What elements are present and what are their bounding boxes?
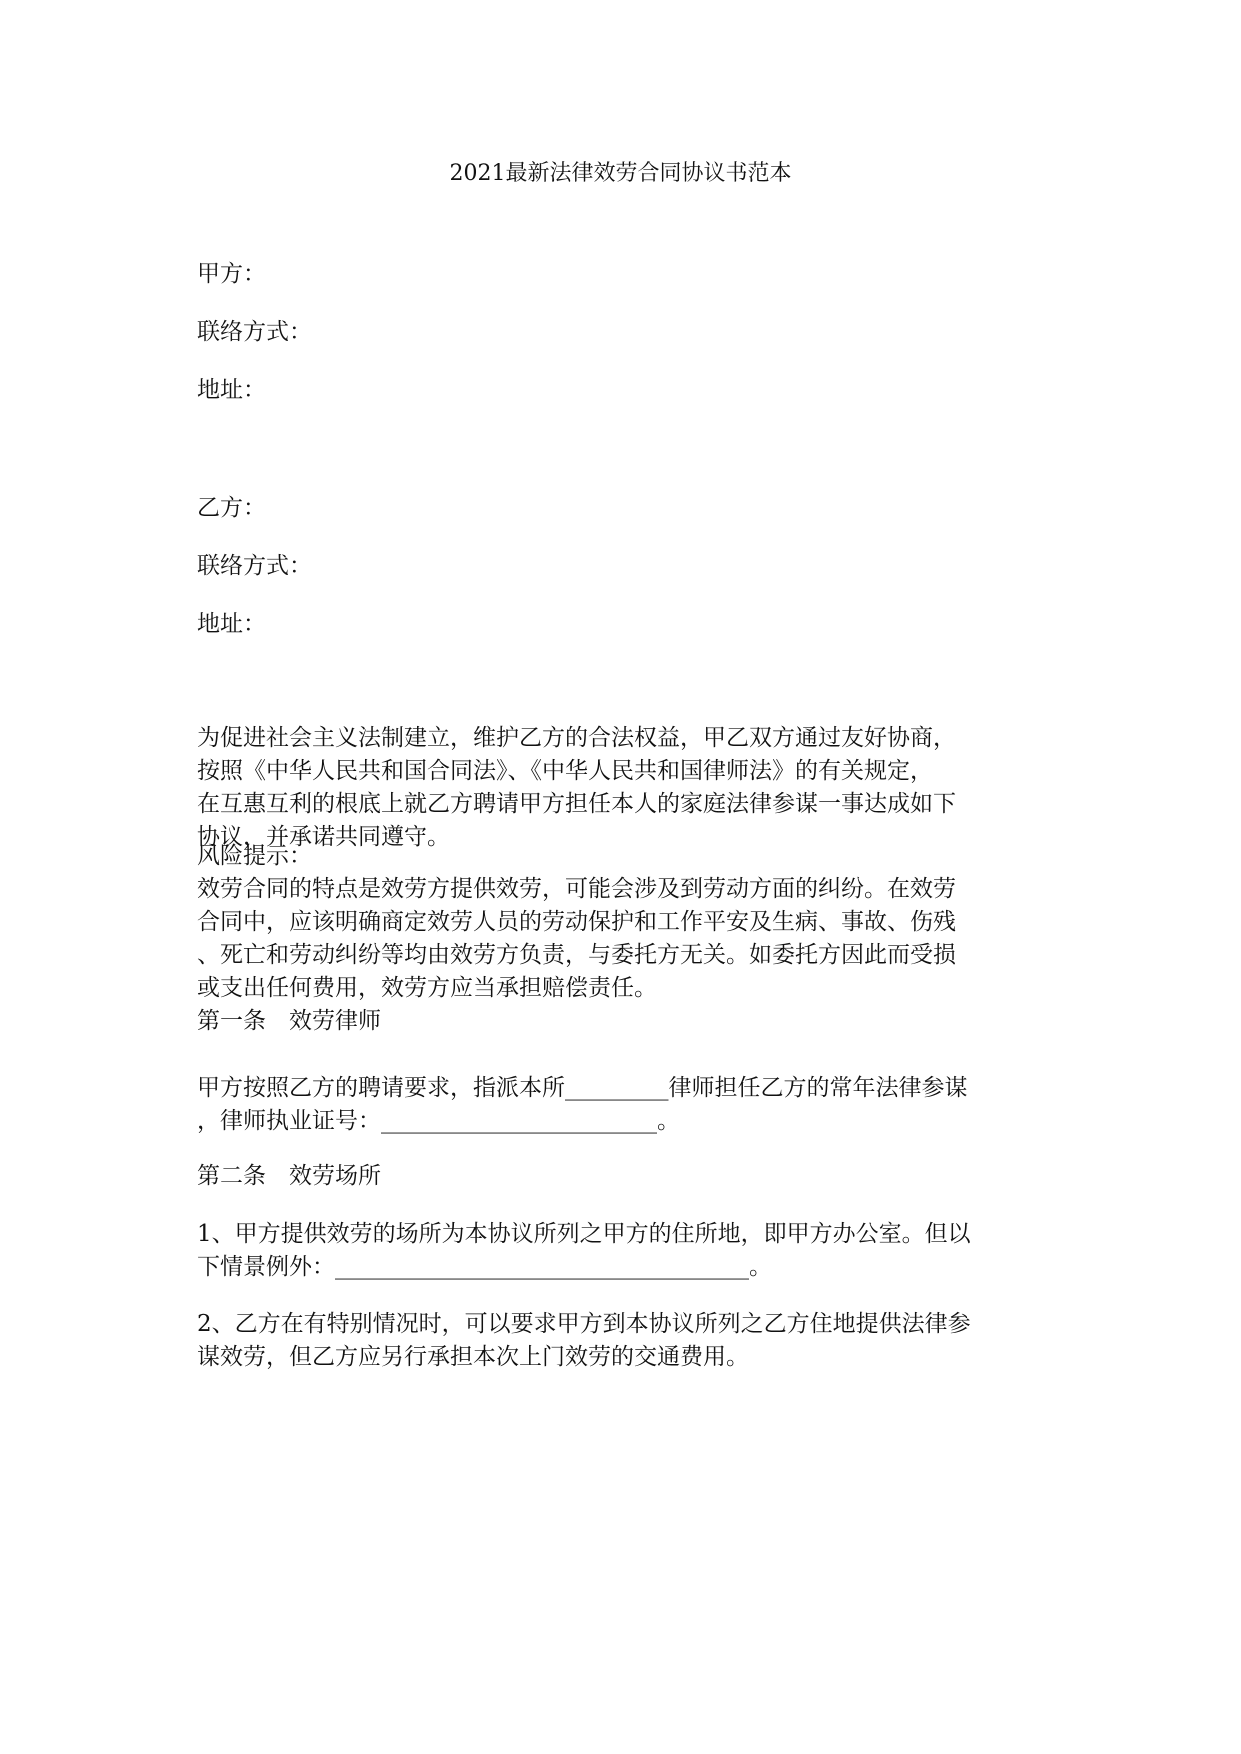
clause2-line: 2、乙方在有特别情况时，可以要求甲方到本协议所列之乙方住地提供法律参 — [197, 1311, 971, 1337]
preamble-line: 在互惠互利的根底上就乙方聘请甲方担任本人的家庭法律参谋一事达成如下 — [197, 791, 956, 817]
party-a-address-label: 地址： — [197, 377, 266, 403]
preamble-line: 协议，并承诺共同遵守。 — [197, 824, 450, 850]
article2-clause2 — [197, 1308, 1047, 1374]
preamble-line: 按照《中华人民共和国合同法》、《中华人民共和国律师法》的有关规定， — [197, 758, 933, 784]
risk-line: 或支出任何费用，效劳方应当承担赔偿责任。 — [197, 975, 657, 1001]
risk-line: 合同中，应该明确商定效劳人员的劳动保护和工作平安及生病、事故、伤残 — [197, 909, 956, 935]
article1-line: 甲方按照乙方的聘请要求，指派本所_________律师担任乙方的常年法律参谋 — [197, 1075, 968, 1101]
clause1-line: 1、甲方提供效劳的场所为本协议所列之甲方的住所地，即甲方办公室。但以 — [197, 1221, 971, 1247]
clause2-line: 谋效劳，但乙方应另行承担本次上门效劳的交通费用。 — [197, 1344, 749, 1370]
party-b-address-label: 地址： — [197, 611, 266, 637]
article1-line: ，律师执业证号：________________________。 — [197, 1108, 680, 1134]
article2-heading: 第二条 效劳场所 — [197, 1163, 381, 1189]
preamble-paragraph — [197, 722, 1047, 854]
article1-body — [197, 1072, 1047, 1138]
article2-clause1 — [197, 1218, 1047, 1284]
document-title: 2021最新法律效劳合同协议书范本 — [449, 161, 792, 186]
party-a-name-label: 甲方： — [197, 261, 266, 287]
risk-heading: 风险提示： — [197, 843, 312, 869]
preamble-line: 为促进社会主义法制建立，维护乙方的合法权益，甲乙双方通过友好协商， — [197, 725, 956, 751]
article1-heading: 第一条 效劳律师 — [197, 1008, 381, 1034]
risk-line: 、死亡和劳动纠纷等均由效劳方负责，与委托方无关。如委托方因此而受损 — [197, 942, 956, 968]
party-a-contact-label: 联络方式： — [197, 319, 312, 345]
party-b-contact-label: 联络方式： — [197, 553, 312, 579]
risk-section — [197, 840, 1047, 1038]
risk-line: 效劳合同的特点是效劳方提供效劳，可能会涉及到劳动方面的纠纷。在效劳 — [197, 876, 956, 902]
party-b-name-label: 乙方： — [197, 495, 266, 521]
clause1-line: 下情景例外：____________________________________。 — [197, 1254, 772, 1280]
